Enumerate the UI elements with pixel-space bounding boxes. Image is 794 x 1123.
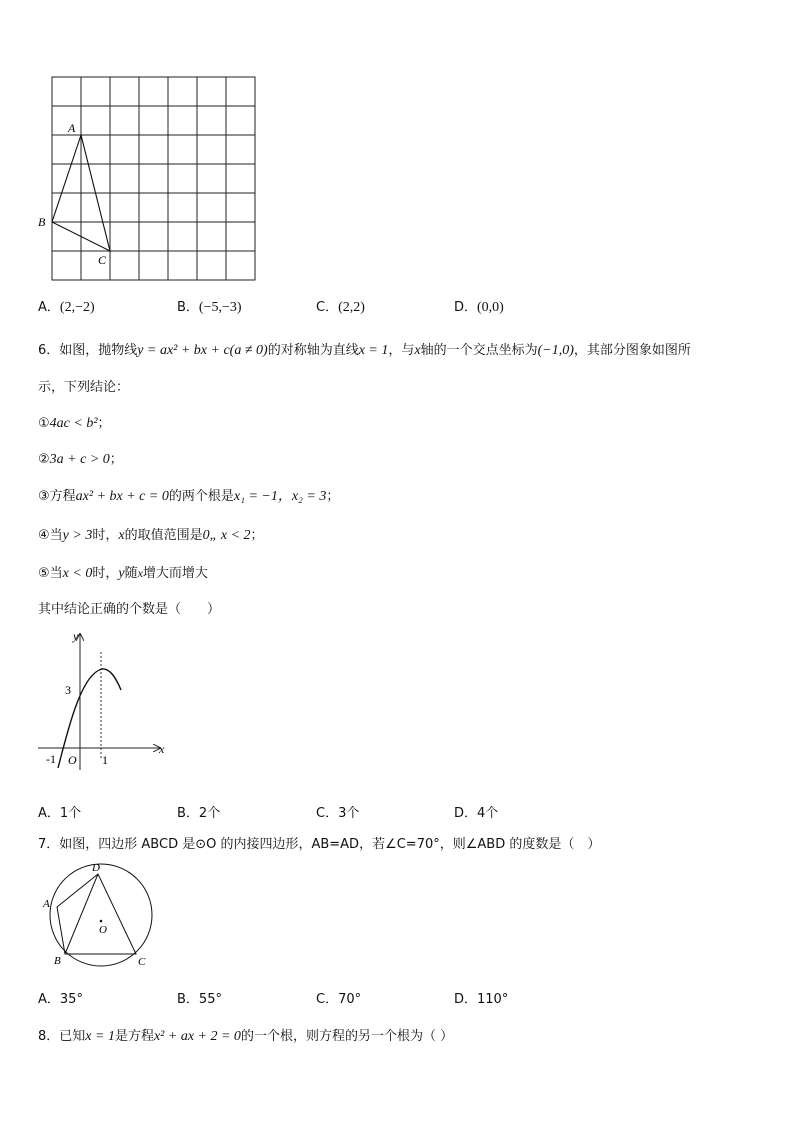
label-c: C <box>138 956 146 968</box>
q7-option-c[interactable]: C．70° <box>316 992 362 1007</box>
q6-point: (−1,0) <box>537 343 574 358</box>
q5-option-c[interactable]: C．(2,2) <box>316 300 365 315</box>
x-axis-label: x <box>159 742 165 756</box>
q6-option-d[interactable]: D．4个 <box>454 806 499 821</box>
q6-question: 其中结论正确的个数是（ ） <box>38 602 221 617</box>
q7-option-a[interactable]: A．35° <box>38 992 83 1007</box>
label-d: D <box>92 862 100 874</box>
quadrilateral-abcd <box>57 874 136 954</box>
q5-option-a[interactable]: A．(2,−2) <box>38 300 95 315</box>
chord-bd <box>65 874 98 954</box>
q7-stem: 7．如图，四边形 ABCD 是⊙O 的内接四边形，AB=AD，若∠C=70°，则∠ABD 的度数是（ ） <box>38 837 601 852</box>
q6-stem-line1: 6．如图，抛物线y = ax² + bx + c(a ≠ 0)的对称轴为直线x = 1，与x轴的一个交点坐标为(−1,0)，其部分图象如图所 <box>38 343 691 358</box>
q5-grid-figure <box>30 68 270 286</box>
q6-axis-equation: x = 1 <box>358 343 389 358</box>
y-axis-label: y <box>73 629 79 643</box>
label-b: B <box>54 955 61 967</box>
q6-option-c[interactable]: C．3个 <box>316 806 360 821</box>
q8-equation: x² + ax + 2 = 0 <box>153 1029 241 1044</box>
center-dot <box>100 920 103 923</box>
q6-option-b[interactable]: B．2个 <box>177 806 221 821</box>
label-a: A <box>68 121 76 135</box>
label-a: A <box>43 898 50 910</box>
q8-stem: 8．已知x = 1是方程x² + ax + 2 = 0的一个根，则方程的另一个根为（ ） <box>38 1029 454 1044</box>
q8-root: x = 1 <box>85 1029 115 1044</box>
q6-conclusion-1: ①4ac < b²； <box>38 416 111 431</box>
q5-option-d[interactable]: D．(0,0) <box>454 300 504 315</box>
q7-option-d[interactable]: D．110° <box>454 992 509 1007</box>
q7-circle-figure <box>36 858 160 970</box>
label-o: O <box>99 924 107 936</box>
label-c: C <box>98 253 107 267</box>
tick-neg1: -1 <box>46 752 56 766</box>
q6-parabola-figure <box>30 622 180 774</box>
tick-3: 3 <box>65 683 71 697</box>
q6-option-a[interactable]: A．1个 <box>38 806 82 821</box>
tick-1: 1 <box>102 753 108 767</box>
q6-conclusion-3: ③方程ax² + bx + c = 0的两个根是x₁ = −1，x₂ = 3； <box>38 489 340 504</box>
origin-label: O <box>68 753 77 767</box>
q6-conclusion-4: ④当y > 3时，x的取值范围是0„ x < 2； <box>38 528 264 543</box>
q6-conclusion-2: ②3a + c > 0； <box>38 452 123 467</box>
q6-parabola-equation: y = ax² + bx + c(a ≠ 0) <box>137 343 268 358</box>
q6-conclusion-5: ⑤当x < 0时，y随x增大而增大 <box>38 566 208 581</box>
q7-option-b[interactable]: B．55° <box>177 992 222 1007</box>
q5-option-b[interactable]: B．(−5,−3) <box>177 300 242 315</box>
q6-stem-line2: 示，下列结论： <box>38 380 130 395</box>
label-b: B <box>38 215 46 229</box>
